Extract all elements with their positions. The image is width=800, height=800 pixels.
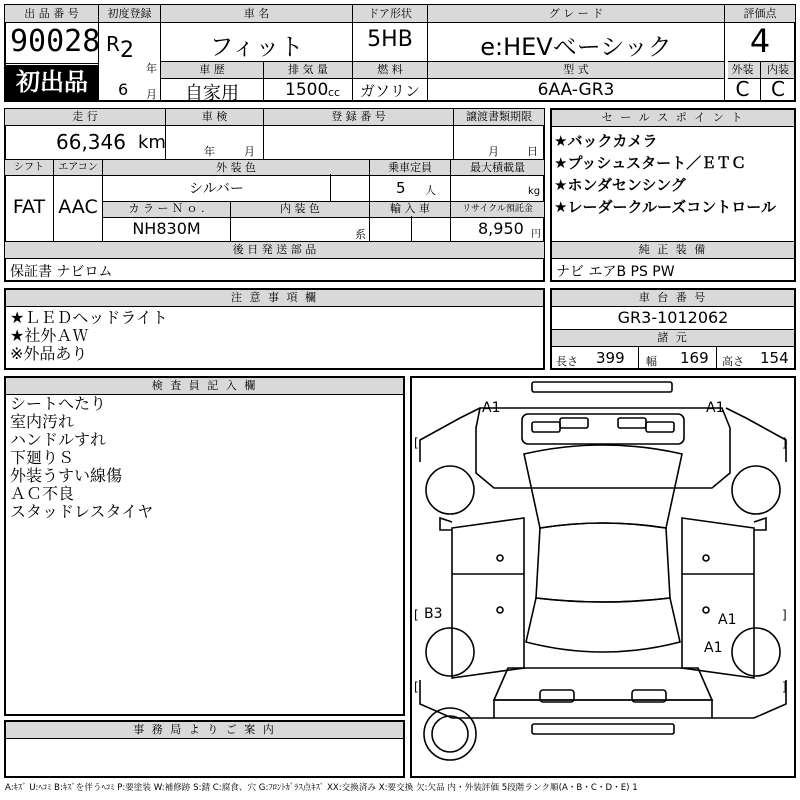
car-history: 自家用 <box>185 83 239 104</box>
month-unit: 月 <box>146 88 157 101</box>
damage-diagram <box>410 376 796 778</box>
mileage-unit: km <box>138 132 166 153</box>
inspector-line-3: ハンドルすれ <box>10 430 107 449</box>
recycle-unit: 円 <box>531 229 541 240</box>
inspection-month: 月 <box>244 145 255 158</box>
mileage: 66,346 <box>56 130 126 154</box>
chassis-title: 車 台 番 号 <box>552 290 794 307</box>
era-letter: R <box>106 32 120 56</box>
length-value: 399 <box>596 349 625 367</box>
notes-line-1: ★ＬＥＤヘッドライト <box>10 308 168 327</box>
width-label: 幅 <box>646 355 657 368</box>
model-code: 6AA-GR3 <box>537 80 615 100</box>
car-name: フィット <box>209 33 304 61</box>
label-exhibit-no: 出 品 番 号 <box>24 7 79 20</box>
damage-mark-right-rear-door: A1 <box>718 612 737 628</box>
inspector-line-7: スタッドレスタイヤ <box>10 502 154 521</box>
color-number: NH830M <box>132 219 201 238</box>
label-displacement: 排 気 量 <box>288 63 328 76</box>
label-exterior: 外装 <box>731 63 754 76</box>
label-reg-no: 登 録 番 号 <box>331 110 386 123</box>
bracket-right-1: ] <box>782 436 787 450</box>
sales-point-title: セ ー ル ス ポ イ ン ト <box>552 110 794 127</box>
notes-line-2: ★社外ＡＷ <box>10 326 89 345</box>
inspector-line-4: 下廻りＳ <box>10 448 75 467</box>
aircon-type: AAC <box>58 196 98 218</box>
shift-type: FAT <box>12 196 46 218</box>
genuine-equip-title: 純 正 装 備 <box>552 241 794 259</box>
recycle-fee: 8,950 <box>478 219 524 238</box>
sales-point-3: ★ホンダセンシング <box>554 176 686 194</box>
office-title: 事 務 局 よ り ご 案 内 <box>6 722 403 739</box>
height-value: 154 <box>760 349 789 367</box>
inspector-line-1: シートへたり <box>10 394 107 413</box>
later-parts-title: 後 日 発 送 部 品 <box>232 243 317 256</box>
label-door: ドア形状 <box>368 7 412 20</box>
label-max-load: 最大積載量 <box>470 161 525 174</box>
label-capacity: 乗車定員 <box>388 161 432 174</box>
displacement: 1500 <box>285 80 329 100</box>
sales-point-2: ★プッシュスタート／ＥＴＣ <box>554 154 747 172</box>
car-outline-diagram <box>412 378 794 776</box>
year-unit: 年 <box>146 62 157 75</box>
sales-point-4: ★レーダークルーズコントロール <box>554 198 776 216</box>
label-color-no: カ ラ ー Ｎ ｏ . <box>128 202 205 215</box>
label-interior: 内装 <box>767 63 789 76</box>
exterior-grade: C <box>735 77 750 101</box>
first-exhibit-badge: 初出品 <box>6 65 98 100</box>
height-label: 高さ <box>722 355 744 368</box>
bracket-right-3: ] <box>782 608 787 622</box>
label-import: 輸 入 車 <box>390 202 430 215</box>
inspection-year: 年 <box>204 145 215 158</box>
transfer-month: 月 <box>488 145 499 158</box>
chassis-number: GR3-1012062 <box>617 308 729 327</box>
bracket-left-2: [ <box>414 680 419 694</box>
label-fuel: 燃 料 <box>377 63 403 76</box>
notes-line-3: ※外品あり <box>10 344 88 363</box>
grade: e:HEVベーシック <box>480 33 672 61</box>
label-car-name: 車 名 <box>243 7 270 20</box>
label-first-reg: 初度登録 <box>107 7 152 20</box>
label-int-color: 内 装 色 <box>280 202 320 215</box>
label-model: 型 式 <box>563 63 589 76</box>
label-aircon: エアコン <box>58 162 98 173</box>
later-parts-value: 保証書 ナビロム <box>10 264 113 280</box>
label-score: 評価点 <box>743 7 777 20</box>
score: 4 <box>749 22 771 60</box>
load-unit: kg <box>528 186 541 197</box>
label-mileage: 走 行 <box>72 110 98 123</box>
reg-year: 2 <box>120 38 134 63</box>
label-grade: グ レ ー ド <box>548 7 604 20</box>
damage-legend: A:ｷｽﾞ U:ﾍｺﾐ B:ｷｽﾞを伴うﾍｺﾐ P:要塗装 W:補修跡 S:錆 C:腐食、穴 G:ﾌﾛﾝﾄｶﾞﾗｽ点ｷｽﾞ XX:交換済み X:要交換 欠:欠品 内・外装評価 5段階ランク順(A・B・C・D・E) 1 <box>5 783 638 793</box>
reg-month: 6 <box>118 80 129 99</box>
genuine-equip-value: ナビ エアB PS PW <box>556 264 675 280</box>
capacity-unit: 人 <box>425 184 436 197</box>
label-recycle: リサイクル預託金 <box>462 204 533 214</box>
bracket-right-2: ] <box>782 680 787 694</box>
dims-title: 諸 元 <box>552 329 794 347</box>
length-label: 長さ <box>556 355 578 368</box>
inspector-line-6: ＡＣ不良 <box>10 484 75 503</box>
bracket-left-1: [ <box>414 436 419 450</box>
exhibit-number: 90028 <box>10 24 101 59</box>
fuel: ガソリン <box>359 82 420 100</box>
inspector-title: 検 査 員 記 入 欄 <box>6 378 403 395</box>
transfer-day: 日 <box>527 145 538 158</box>
width-value: 169 <box>680 349 709 367</box>
displacement-unit: cc <box>328 86 341 99</box>
interior-color-suffix: 系 <box>355 228 366 241</box>
door-type: 5HB <box>367 27 413 52</box>
inspector-line-2: 室内汚れ <box>10 412 75 431</box>
inspector-line-5: 外装うすい線傷 <box>10 466 123 485</box>
sales-point-1: ★バックカメラ <box>554 132 658 150</box>
bracket-left-3: [ <box>414 608 419 622</box>
label-transfer: 譲渡書類期限 <box>466 110 532 123</box>
damage-mark-front-right: A1 <box>706 400 725 416</box>
notes-title: 注 意 事 項 欄 <box>6 290 543 307</box>
label-history: 車 歴 <box>199 63 225 76</box>
label-shift: シフト <box>14 162 44 173</box>
exterior-color: シルバー <box>189 181 244 197</box>
interior-grade: C <box>771 77 785 101</box>
damage-mark-right-rear: A1 <box>704 640 723 656</box>
label-inspection: 車 検 <box>201 110 228 123</box>
label-ext-color: 外 装 色 <box>216 161 256 174</box>
damage-mark-front-left: A1 <box>482 400 501 416</box>
damage-mark-left-rear-door: B3 <box>424 606 443 622</box>
capacity: 5 <box>396 179 406 197</box>
